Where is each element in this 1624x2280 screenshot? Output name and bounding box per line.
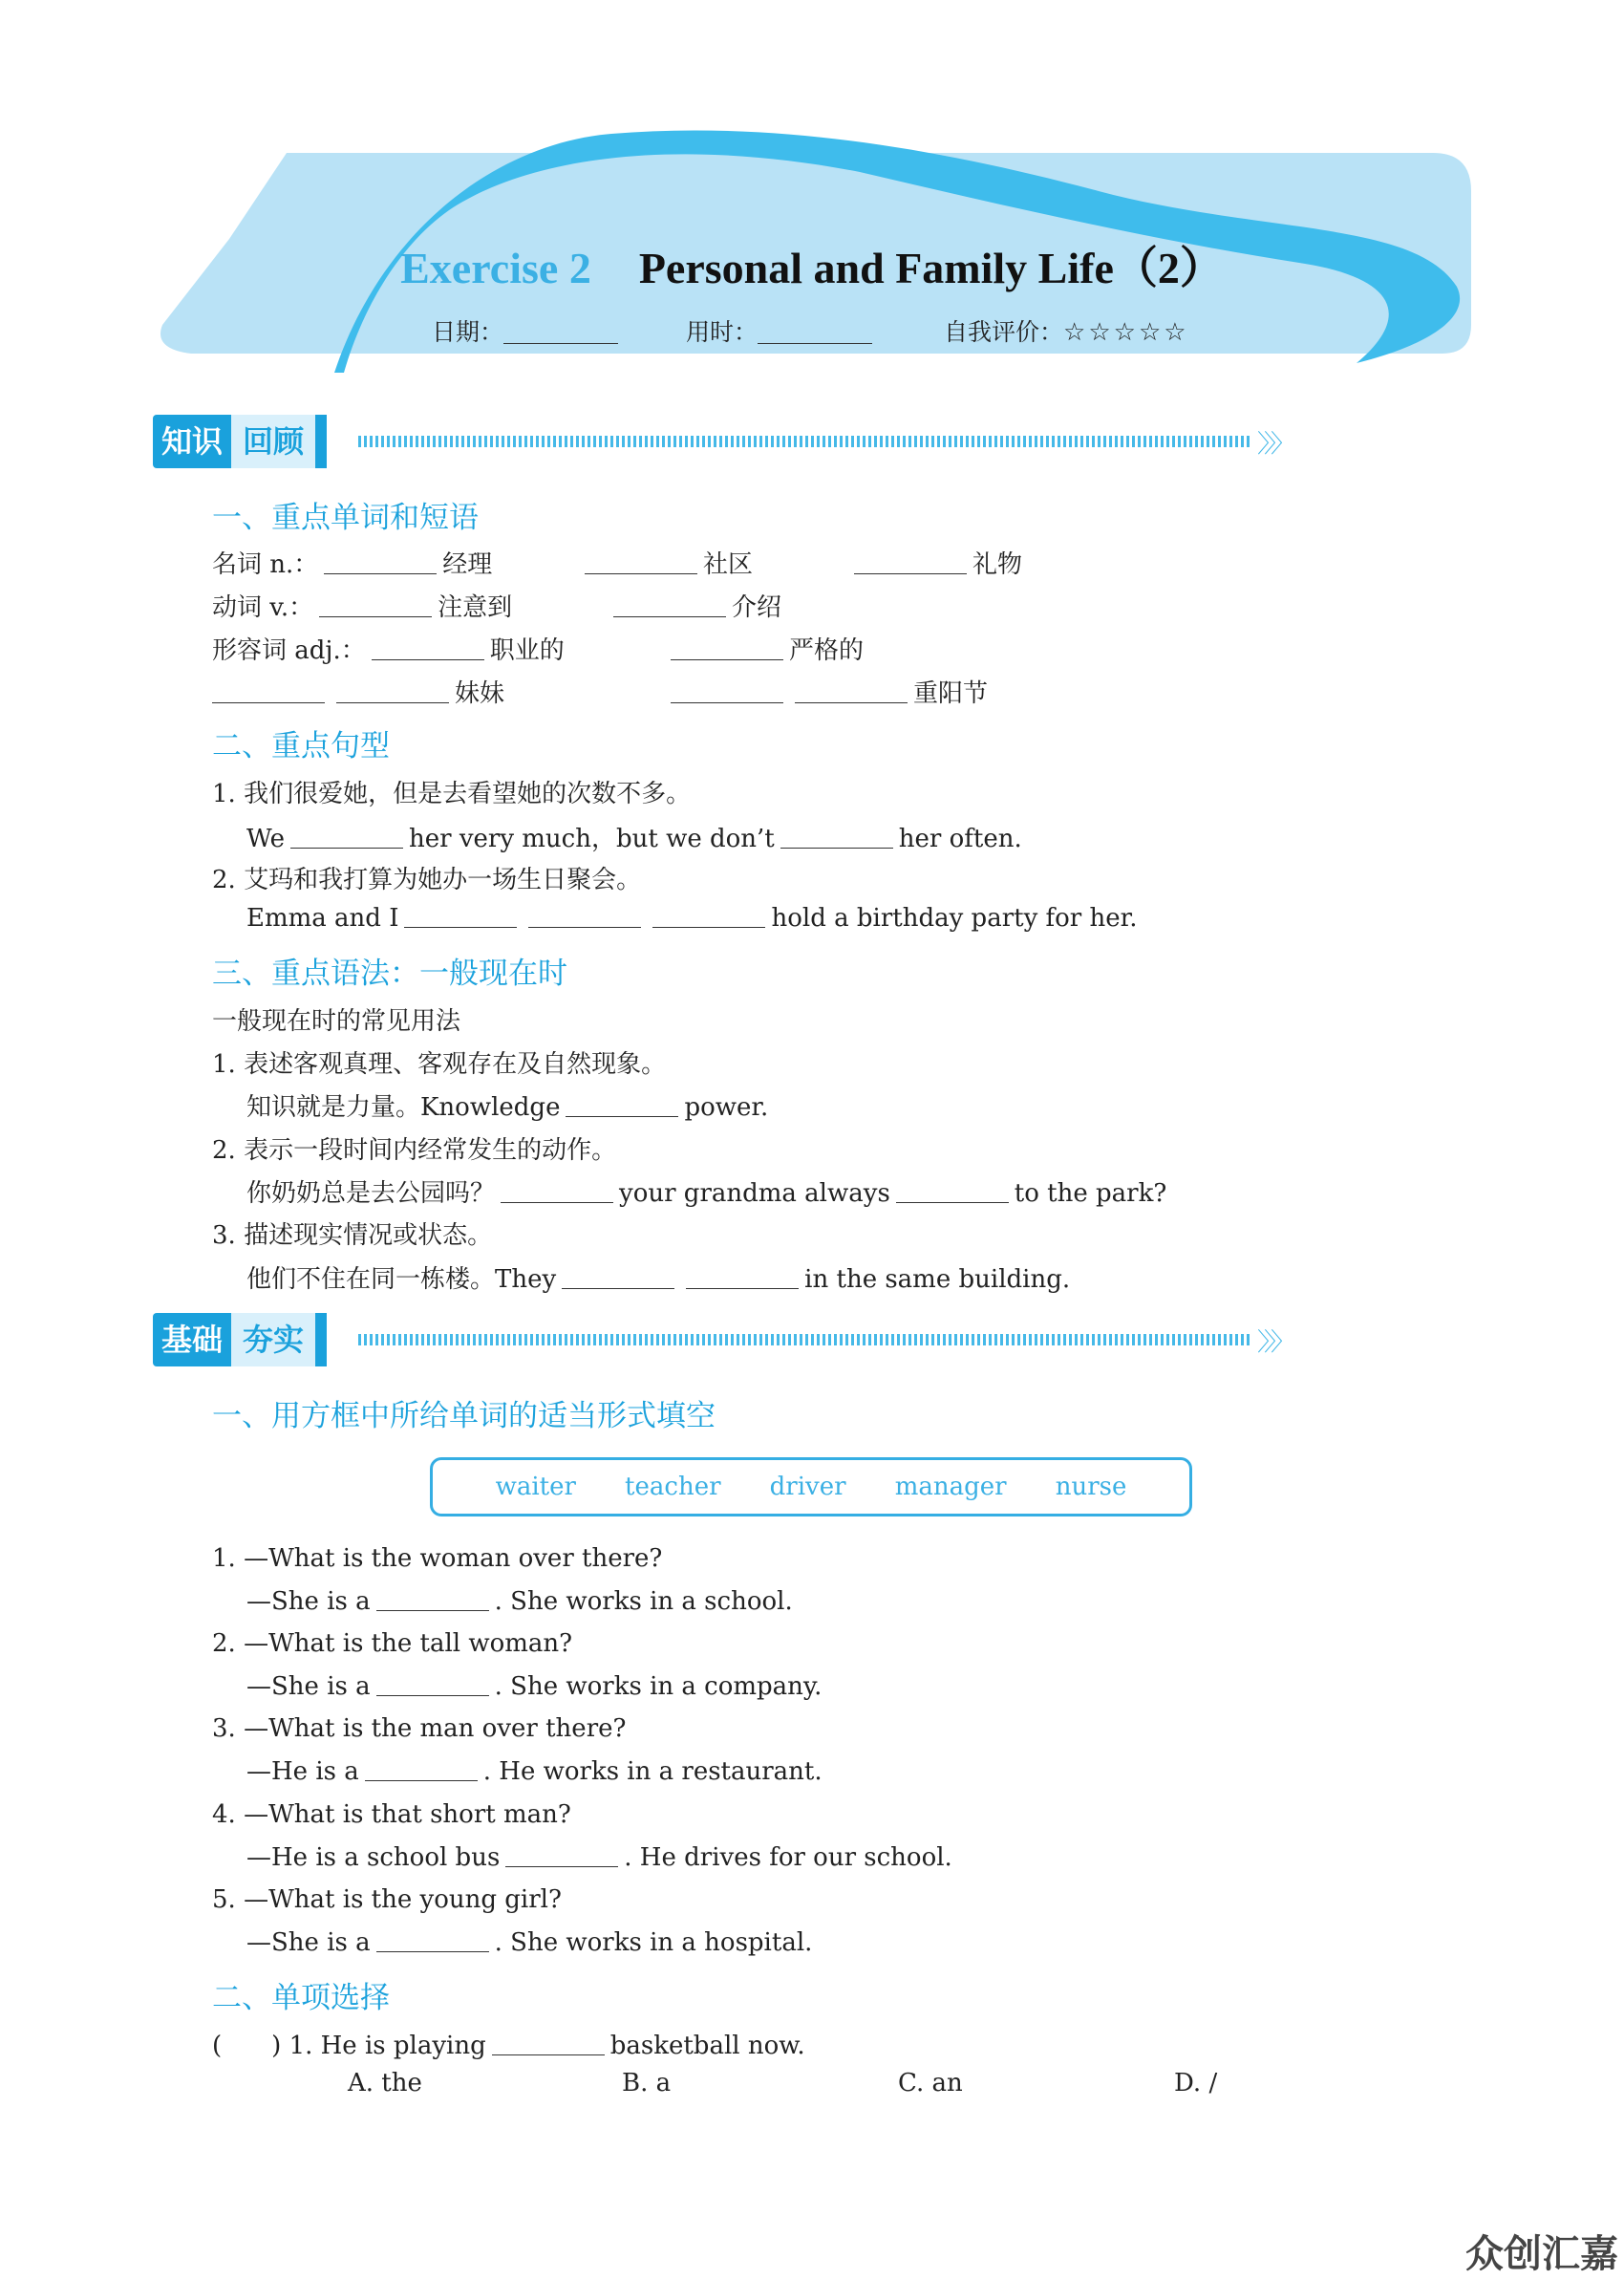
noun-2: 社区 [703,550,754,579]
q1-part-a: —She is a [246,1587,371,1616]
blank [372,636,484,660]
adj-line [212,631,565,666]
badge-part-b: 回顾 [231,415,315,468]
q4-part-b: . He drives for our school. [624,1843,952,1872]
date-blank [503,322,618,344]
choice-option-a: A. the [348,2069,422,2097]
fill-q4-answer [246,1843,952,1872]
sentence-1-cn: 1. 我们很爱她，但是去看望她的次数不多。 [212,780,692,808]
blank [336,679,449,703]
blank [613,593,726,617]
word-bank-item: waiter [495,1473,576,1501]
nouns-line [212,545,492,580]
g2-part-a: 你奶奶总是去公园吗？ [246,1179,496,1208]
time-blank [758,322,872,344]
blank [652,904,765,928]
heading-key-sentences: 二、重点句型 [212,729,390,764]
s2-part-b: hold a birthday party for her. [771,904,1138,933]
section-badge-foundation [153,1313,327,1366]
date-label: 日期： [432,318,504,346]
blank [854,550,967,574]
noun-1: 经理 [442,550,493,579]
blank [585,550,697,574]
heading-fill-blank: 一、用方框中所给单词的适当形式填空 [212,1399,716,1433]
heading-key-words: 一、重点单词和短语 [212,501,479,535]
s1-part-a: We [246,825,285,853]
g3-part-a: 他们不住在同一栋楼。They [246,1265,557,1294]
q2-part-a: —She is a [246,1672,371,1701]
blank [492,2032,605,2055]
word-bank-item: teacher [625,1473,721,1501]
phrase-1: 妹妹 [455,679,505,708]
grammar-2: 2. 表示一段时间内经常发生的动作。 [212,1136,617,1165]
chevron-right-icon: 〉〉〉 [1256,1328,1290,1357]
fill-q3-answer [246,1757,823,1786]
word-bank-item: manager [894,1473,1007,1501]
grammar-3-example [246,1259,1070,1295]
noun-2-line [579,545,753,580]
dotted-rule [358,1334,1251,1345]
phrase-1-line [206,674,504,709]
fill-q2-answer [246,1672,822,1701]
blank [404,904,517,928]
adj-1: 职业的 [489,636,565,665]
blank [896,1179,1009,1203]
blank [365,1757,478,1781]
g1-part-a: 知识就是力量。Knowledge [246,1093,561,1122]
grammar-intro: 一般现在时的常见用法 [212,1007,461,1036]
verb-2: 介绍 [732,593,782,622]
fill-q5-question: 5. —What is the young girl? [212,1885,562,1914]
heading-multiple-choice: 二、单项选择 [212,1981,390,2015]
fill-q4-question: 4. —What is that short man? [212,1800,571,1829]
blank [686,1265,799,1289]
q3-part-b: . He works in a restaurant. [482,1757,823,1786]
adj-label: 形容词 adj.： [212,636,366,665]
blank [376,1928,489,1952]
s2-part-a: Emma and I [246,904,399,933]
s1-part-c: her often. [898,825,1022,853]
blank [780,825,893,849]
q5-part-b: . She works in a hospital. [494,1928,813,1957]
choice-option-b: B. a [622,2069,672,2097]
choice-option-d: D. / [1174,2069,1218,2097]
badge-part-a: 基础 [153,1313,231,1366]
verb-label: 动词 v.： [212,593,314,622]
chevron-right-icon: 〉〉〉 [1256,430,1290,459]
verbs-line [212,588,512,623]
q5-part-a: —She is a [246,1928,371,1957]
blank [290,825,403,849]
q4-part-a: —He is a school bus [246,1843,501,1872]
adj-2-line [665,631,864,666]
q3-part-a: —He is a [246,1757,359,1786]
sentence-1-en [246,819,1022,854]
blank [562,1265,674,1289]
verb-1: 注意到 [438,593,513,622]
grammar-2-example [246,1173,1166,1209]
s1-part-b: her very much，but we don’t [409,825,775,853]
fill-q1-question: 1. —What is the woman over there? [212,1544,663,1573]
noun-3: 礼物 [972,550,1023,579]
noun-3-line [848,545,1022,580]
q1-part-b: . She works in a school. [494,1587,793,1616]
badge-part-b: 夯实 [231,1313,315,1366]
fill-q3-question: 3. —What is the man over there? [212,1714,627,1743]
exercise-title: Personal and Family Life（2） [638,244,1224,292]
c1-part-b: basketball now. [609,2032,805,2060]
sentence-2-en [246,904,1137,933]
choice-option-c: C. an [898,2069,963,2097]
g3-part-b: in the same building. [804,1265,1071,1294]
blank [505,1843,618,1867]
blank [501,1179,613,1203]
heading-grammar: 三、重点语法：一般现在时 [212,957,567,991]
watermark-logo: 众创汇嘉 [1465,2232,1618,2276]
section-badge-review [153,415,327,468]
answer-paren: ( ) [212,2032,282,2060]
fill-q2-question: 2. —What is the tall woman? [212,1629,573,1658]
blank [376,1672,489,1696]
badge-part-a: 知识 [153,415,231,468]
grammar-1-example [246,1087,768,1123]
grammar-1: 1. 表述客观真理、客观存在及自然现象。 [212,1050,667,1079]
phrase-2-line [665,674,988,709]
g1-part-b: power. [684,1093,769,1122]
page-title [0,233,1624,296]
c1-part-a: 1. He is playing [288,2032,486,2060]
blank [324,550,437,574]
badge-accent [315,415,327,468]
word-bank-item: driver [769,1473,846,1501]
blank [566,1093,678,1117]
g2-part-b: your grandma always [619,1179,890,1208]
time-label: 用时： [686,318,759,346]
badge-accent [315,1313,327,1366]
section-bar-foundation [153,1313,1290,1366]
word-bank-item: nurse [1055,1473,1127,1501]
date-field [432,313,618,348]
rating-stars: ☆☆☆☆☆ [1063,318,1189,347]
blank [795,679,908,703]
noun-label: 名词 n.： [212,550,319,579]
fill-q5-answer [246,1928,812,1957]
rating-field [944,313,1189,348]
blank [376,1587,489,1611]
blank [319,593,432,617]
exercise-number: Exercise 2 [400,244,591,292]
grammar-3: 3. 描述现实情况或状态。 [212,1221,493,1250]
blank [212,679,325,703]
blank [528,904,641,928]
dotted-rule [358,436,1251,447]
verb-2-line [608,588,781,623]
blank [671,679,783,703]
adj-2: 严格的 [789,636,865,665]
blank [671,636,783,660]
phrase-2: 重阳节 [913,679,989,708]
choice-q1 [212,2026,805,2061]
g2-part-c: to the park? [1014,1179,1167,1208]
fill-q1-answer [246,1587,793,1616]
q2-part-b: . She works in a company. [494,1672,823,1701]
rating-label: 自我评价： [944,318,1064,346]
time-field [686,313,872,348]
word-bank-box [430,1457,1192,1516]
sentence-2-cn: 2. 艾玛和我打算为她办一场生日聚会。 [212,866,642,894]
section-bar-review [153,415,1290,468]
